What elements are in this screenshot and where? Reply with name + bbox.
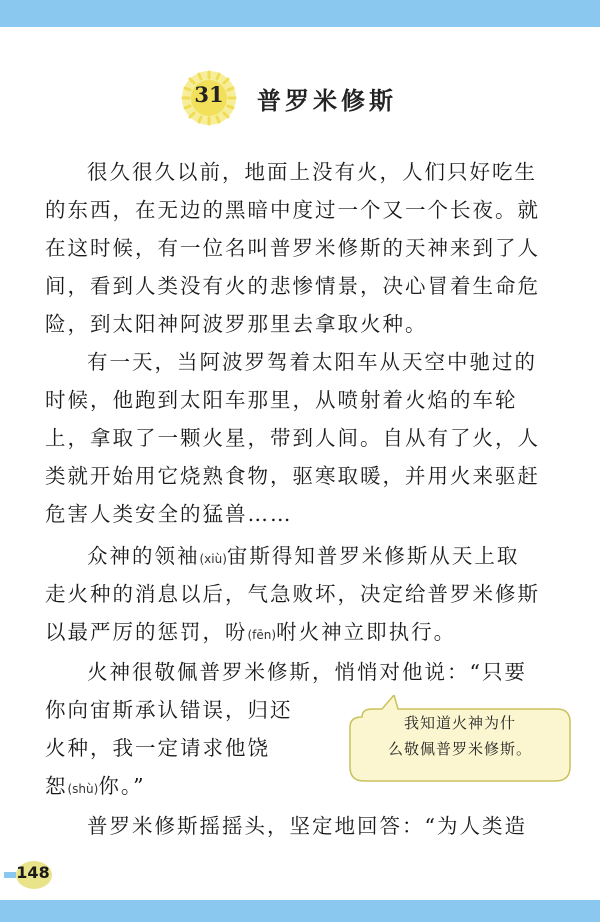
text-run: 众神的领袖 (87, 544, 200, 568)
paragraph-line (45, 615, 456, 649)
paragraph-line: 类就开始用它烧熟食物，驱寒取暖，并用火来驱赶 (45, 464, 540, 488)
paragraph-line: 危害人类安全的猛兽…… (45, 502, 293, 526)
bubble-line: 么敬佩普罗米修斯。 (387, 740, 532, 758)
lesson-number: 31 (194, 82, 224, 107)
paragraph-line: 火种，我一定请求他饶 (45, 736, 270, 760)
pinyin-annotation: (xiù) (199, 552, 227, 566)
lesson-header (0, 70, 600, 126)
pinyin-annotation: (shù) (67, 782, 99, 796)
lesson-title: 普罗米修斯 (257, 86, 397, 115)
pinyin-annotation: (fēn) (247, 628, 277, 642)
paragraph-line (45, 769, 146, 803)
bubble-line: 我知道火神为什 (403, 714, 516, 732)
paragraph-line: 走火种的消息以后，气急败坏，决定给普罗米修斯 (45, 582, 540, 606)
text-run: 恕 (45, 774, 68, 798)
page-number: 148 (16, 863, 50, 882)
paragraph-line (87, 539, 519, 573)
text-run: 宙斯得知普罗米修斯从天上取 (226, 544, 520, 568)
text-run: 咐火神立即执行。 (276, 620, 457, 644)
paragraph-line: 有一天，当阿波罗驾着太阳车从天空中驰过的 (87, 350, 537, 374)
top-color-band (0, 0, 600, 27)
paragraph-line: 险，到太阳神阿波罗那里去拿取火种。 (45, 312, 428, 336)
paragraph-line: 火神很敬佩普罗米修斯，悄悄对他说：“只要 (87, 660, 527, 684)
paragraph-line: 很久很久以前，地面上没有火，人们只好吃生 (87, 160, 537, 184)
paragraph-line: 时候，他跑到太阳车那里，从喷射着火焰的车轮 (45, 388, 518, 412)
paragraph-line: 的东西，在无边的黑暗中度过一个又一个长夜。就 (45, 198, 540, 222)
paragraph-line: 你向宙斯承认错误，归还 (45, 698, 293, 722)
paragraph-line: 间，看到人类没有火的悲惨情景，决心冒着生命危 (45, 274, 540, 298)
paragraph-line: 在这时候，有一位名叫普罗米修斯的天神来到了人 (45, 236, 540, 260)
bottom-color-band (0, 900, 600, 922)
text-run: 你。” (98, 774, 146, 798)
paragraph-line: 普罗米修斯摇摇头，坚定地回答：“为人类造 (87, 814, 527, 838)
paragraph-line: 上，拿取了一颗火星，带到人间。自从有了火，人 (45, 426, 540, 450)
text-run: 以最严厉的惩罚，吩 (45, 620, 248, 644)
